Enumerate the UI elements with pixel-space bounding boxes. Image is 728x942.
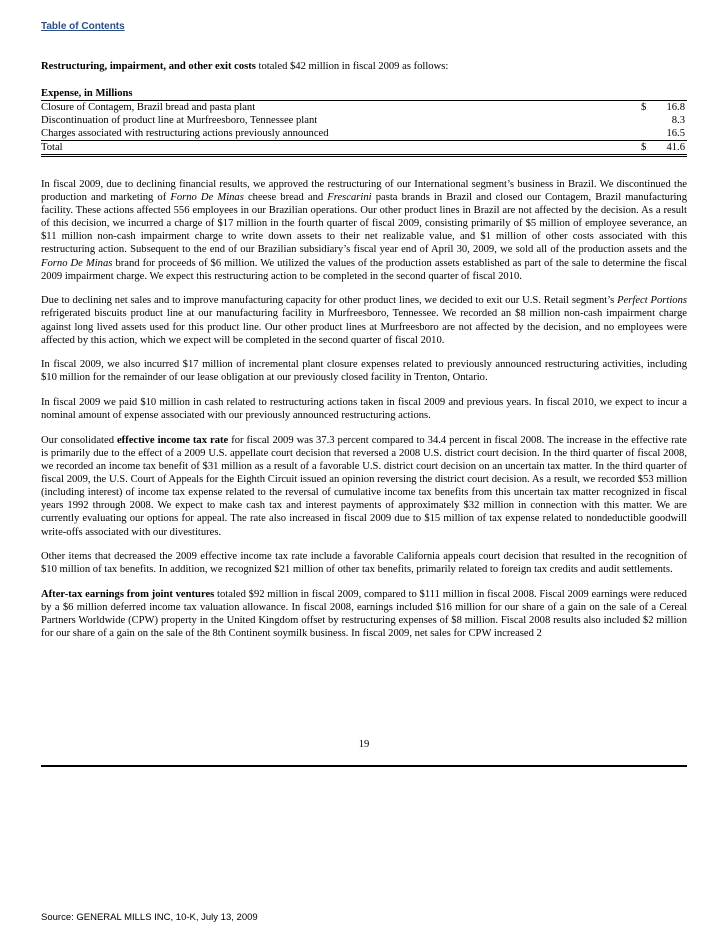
- row-label: Discontinuation of product line at Murfreesboro, Tennessee plant: [41, 115, 318, 126]
- paragraph-murfreesboro: Due to declining net sales and to improve manufacturing capacity for other product lines, we decided to exit our U.S. Retail segment’s Perfect Portions refrigerated biscuits product line at our manufacturing facility in Murfreesboro, Tennessee. We recorded an $8 million non-cash impairment charge against long lived assets used for this product line. Our other product lines at Murfreesboro are not affected by the decision, and no employees were affected by this action, which we expect will be completed in the second quarter of fiscal 2010.: [41, 295, 687, 346]
- total-label: Total: [41, 142, 63, 153]
- paragraph-cash-paid: In fiscal 2009 we paid $10 million in cash related to restructuring actions taken in fiscal 2009 and previous years. In fiscal 2010, we expect to incur a nominal amount of expense associated with our previously announced restructuring actions.: [41, 397, 687, 422]
- total-value: 41.6: [666, 142, 685, 153]
- restructuring-intro: [41, 61, 448, 72]
- paragraph-tax-rate: Our consolidated effective income tax rate for fiscal 2009 was 37.3 percent compared to 34.4 percent in fiscal 2008. The increase in the effective rate is primarily due to the effect of a 2009 U.S. appellate court decision that reversed a 2008 U.S. district court decision. In the third quarter of fiscal 2008, we recorded an income tax benefit of $31 million as a result of a favorable U.S. district court decision on an uncertain tax matter. In the third quarter of fiscal 2009, the U.S. Court of Appeals for the Eighth Circuit issued an opinion reversing the district court decision. As a result, we recorded $53 million (including interest) of income tax expense related to the reversal of cumulative income tax benefits from this uncertain tax matter recognized in fiscal years 1992 through 2008. We expect to make cash tax and interest payments of approximately $32 million in connection with this matter. We are currently evaluating our options for appeal. The rate also increased in fiscal 2009 due to $15 million of tax expense related to nondeductible goodwill write-offs associated with our divestitures.: [41, 434, 687, 538]
- row-currency: $: [641, 102, 647, 113]
- source-footer: Source: GENERAL MILLS INC, 10-K, July 13, 2009: [41, 912, 258, 923]
- paragraph-other-tax: Other items that decreased the 2009 effective income tax rate include a favorable California appeals court decision that resulted in the recognition of $10 million of tax benefits. In addition, we recognized $21 million of other tax benefits, primarily related to foreign tax credits and audit settlements.: [41, 551, 687, 576]
- table-header: Expense, in Millions: [41, 88, 133, 99]
- row-label: Closure of Contagem, Brazil bread and pasta plant: [41, 102, 256, 113]
- row-value: 16.5: [666, 128, 685, 139]
- paragraph-joint-ventures: After-tax earnings from joint ventures totaled $92 million in fiscal 2009, compared to $111 million in fiscal 2008. Fiscal 2009 earnings were reduced by a $6 million deferred income tax valuation allowance. In fiscal 2008, earnings included $16 million for our share of a gain on the sale of a Cereal Partners Worldwide (CPW) property in the United Kingdom offset by restructuring expenses of $8 million. Fiscal 2008 results also included $2 million for our share of a gain on the sale of the 8th Continent soymilk business. In fiscal 2009, net sales for CPW increased 2: [41, 589, 687, 640]
- paragraph-brazil: In fiscal 2009, due to declining financial results, we approved the restructuring of our International segment’s business in Brazil. We discontinued the production and marketing of Forno De Minas cheese bread and Frescarini pasta brands in Brazil and closed our Contagem, Brazil manufacturing facility. These actions affected 556 employees in our Brazilian operations. Our other product lines in Brazil are not affected by the decision. As a result of this decision, we incurred a charge of $17 million in the fourth quarter of fiscal 2009, consisting primarily of $5 million of employee severance, an $11 million non-cash impairment charge to write down assets to their net realizable value, and $1 million of other costs associated with this restructuring action. Subsequent to the end of our Brazilian subsidiary’s fiscal year end of April 30, 2009, we sold all of the production assets and the Forno De Minas brand for proceeds of $6 million. We utilized the values of the production assets established as part of the sale to determine the fiscal 2009 impairment charge. We expect this restructuring action to be completed in the second quarter of fiscal 2010.: [41, 179, 688, 282]
- row-value: 8.3: [671, 115, 685, 126]
- expense-table: [41, 88, 687, 157]
- total-currency: $: [641, 142, 647, 153]
- row-value: 16.8: [666, 102, 685, 113]
- page-number: 19: [358, 739, 370, 750]
- table-row: [41, 127, 687, 140]
- table-row: [41, 101, 687, 114]
- paragraph-plant-closure: In fiscal 2009, we also incurred $17 million of incremental plant closure expenses related to previously announced restructuring activities, including $10 million for the remainder of our lease obligation at our previously closed facility in Trenton, Ontario.: [41, 359, 687, 384]
- table-of-contents-link[interactable]: Table of Contents: [41, 21, 125, 32]
- intro-text: totaled $42 million in fiscal 2009 as follows:: [255, 61, 449, 72]
- row-label: Charges associated with restructuring actions previously announced: [41, 128, 329, 139]
- table-total-row: [41, 141, 687, 154]
- body-text: [41, 178, 687, 652]
- table-row: [41, 114, 687, 127]
- intro-heading: Restructuring, impairment, and other exit costs: [41, 61, 256, 72]
- page-divider: [41, 765, 687, 767]
